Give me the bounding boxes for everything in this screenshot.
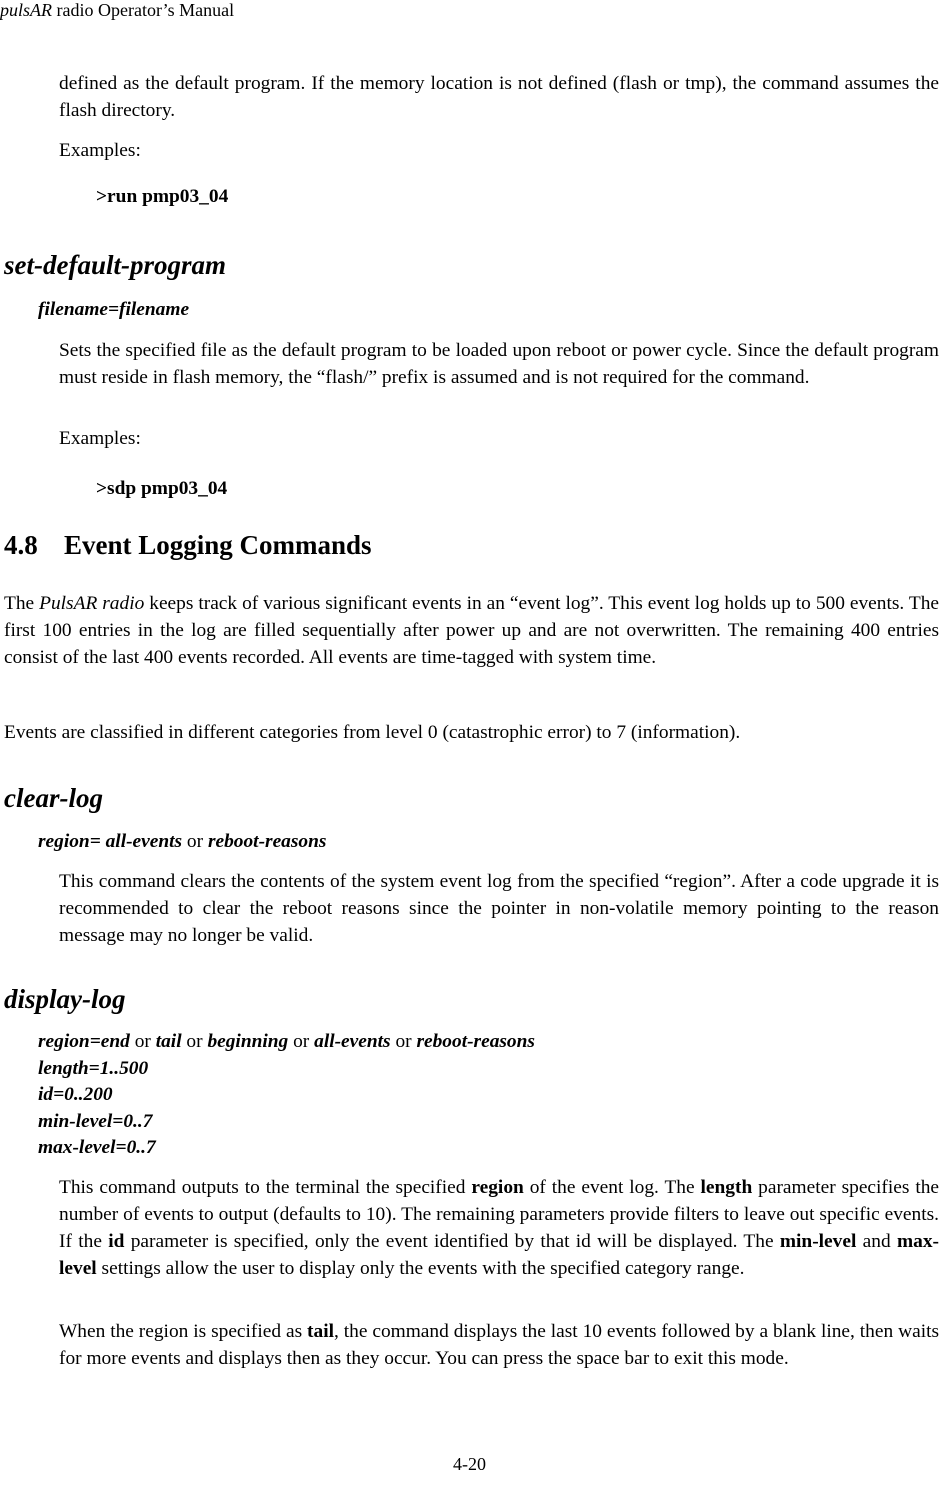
section-title: Event Logging Commands <box>64 530 372 560</box>
set-default-program-heading: set-default-program <box>4 250 226 280</box>
region-param-4: all-events <box>314 1031 391 1052</box>
run-description: defined as the default program. If the memory location is not defined (flash or tmp), the command assumes the flash directory. <box>59 73 939 121</box>
region-param-3: beginning <box>207 1031 289 1052</box>
desc-bold-length: length <box>700 1177 753 1198</box>
set-default-program-description: Sets the specified file as the default program to be loaded upon reboot or power cycle. Since the default program must reside in flash memory, the “flash/” prefix is assumed and is not required for the command. <box>59 340 939 388</box>
display-log-param-min-level: min-level=0..7 <box>38 1111 153 1132</box>
desc-text: parameter is specified, only the event identified by that id will be displayed. The <box>124 1231 780 1252</box>
tail-text: When the region is specified as <box>59 1321 308 1342</box>
event-levels-para: Events are classified in different categories from level 0 (catastrophic error) to 7 (information). <box>4 722 741 743</box>
region-param-2: tail <box>155 1031 182 1052</box>
set-default-program-examples-label: Examples: <box>59 428 141 449</box>
display-log-param-length: length=1..500 <box>38 1058 149 1079</box>
clear-log-params <box>38 829 326 856</box>
section-heading-4-8 <box>4 530 372 561</box>
intro-product-name: PulsAR radio <box>39 593 145 614</box>
tail-text: , the command displays the last 10 events followed by a blank line, then waits for more events and displays then as they occur. You can press the space bar to exit this mode. <box>59 1321 939 1369</box>
desc-bold-min-level: min-level <box>779 1231 857 1252</box>
desc-text: parameter specifies the number of events to output (defaults to 10). The remaining parameters provide filters to leave out specific events. If the <box>59 1177 939 1252</box>
desc-text: of the event log. The <box>523 1177 701 1198</box>
or-text: or <box>390 1031 417 1052</box>
display-log-param-id: id=0..200 <box>38 1084 113 1105</box>
desc-bold-id: id <box>108 1231 125 1252</box>
display-log-param-max-level: max-level=0..7 <box>38 1137 156 1158</box>
desc-bold-max-level: max-level <box>59 1231 939 1279</box>
section-number: 4.8 <box>4 530 38 560</box>
run-example: >run pmp03_04 <box>96 186 229 207</box>
desc-bold-region: region <box>471 1177 524 1198</box>
display-log-tail-description <box>59 1318 939 1372</box>
clear-log-description: This command clears the contents of the system event log from the specified “region”. After a code upgrade it is recommended to clear the reboot reasons since the pointer in non-volatile memory pointing to the reason message may no longer be valid. <box>59 871 939 946</box>
tail-bold: tail <box>307 1321 334 1342</box>
header-brand: pulsAR <box>0 0 52 20</box>
run-examples-label: Examples: <box>59 140 141 161</box>
or-text: or <box>288 1031 315 1052</box>
event-log-intro <box>4 590 939 671</box>
header-title: radio Operator’s Manual <box>52 0 235 20</box>
desc-text: This command outputs to the terminal the specified <box>59 1177 472 1198</box>
running-header <box>0 0 234 21</box>
page-number: 4-20 <box>453 1454 486 1474</box>
clear-log-heading: clear-log <box>4 783 103 813</box>
display-log-heading: display-log <box>4 984 126 1014</box>
clear-log-param-a: region= all-events <box>38 831 183 852</box>
intro-text-b: keeps track of various significant events in an “event log”. This event log holds up to 500 events. The first 100 entries in the log are filled sequentially after power up and are not overwritten. The remaining 400 entries consist of the last 400 events recorded. All events are time-tagged with system time. <box>4 593 939 668</box>
intro-text-a: The <box>4 593 40 614</box>
desc-text: and <box>856 1231 897 1252</box>
region-param-1: region=end <box>38 1031 130 1052</box>
display-log-region-params <box>38 1029 535 1056</box>
desc-text: settings allow the user to display only the events with the specified category range. <box>96 1258 745 1279</box>
or-text: or <box>129 1031 156 1052</box>
region-param-5: reboot-reasons <box>416 1031 535 1052</box>
set-default-program-param: filename=filename <box>38 299 190 320</box>
or-text: or <box>181 1031 208 1052</box>
set-default-program-example: >sdp pmp03_04 <box>96 478 228 499</box>
clear-log-param-b: reboot-reasons <box>207 831 327 852</box>
or-text: or <box>182 831 208 852</box>
display-log-description <box>59 1174 939 1282</box>
